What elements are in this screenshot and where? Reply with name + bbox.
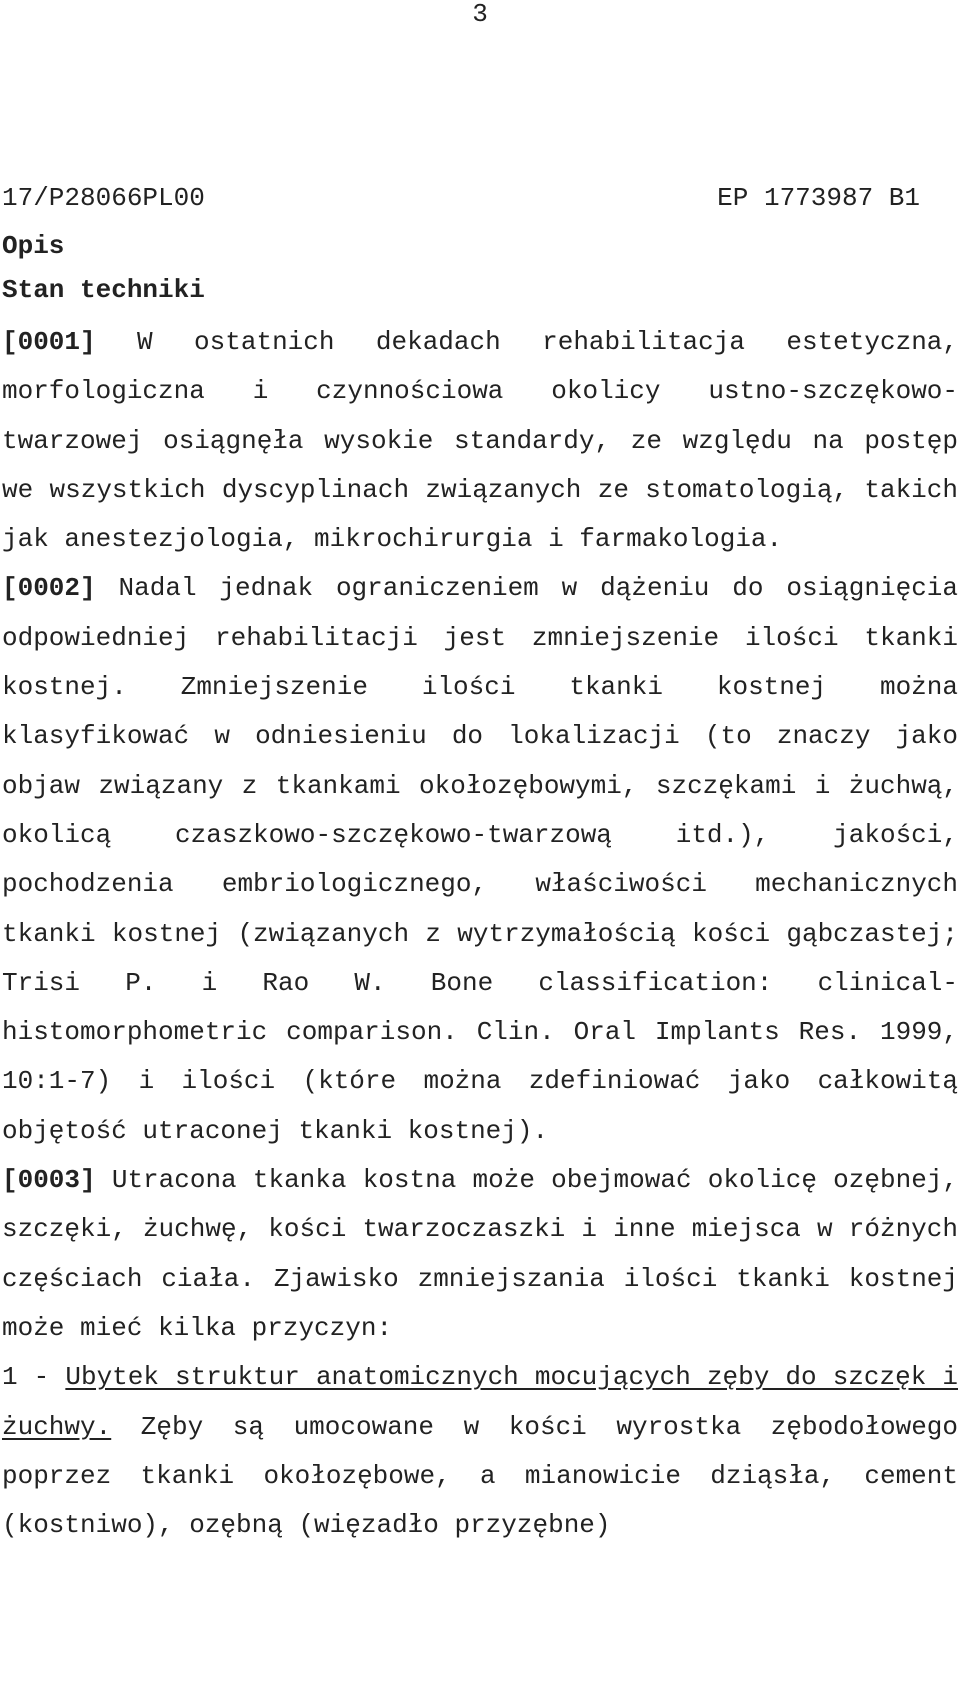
paragraph-number: [0002] xyxy=(2,573,96,604)
paragraph-text: Nadal jednak ograniczeniem w dążeniu do osiągnięcia odpowiedniej rehabilitacji jest zmniejszenie ilości tkanki kostnej. Zmniejszenie ilości tkanki kostnej można klasyfikować w odniesieniu do lokalizacji (to znaczy jako objaw związany z tkankami okołozębowymi, szczękami i żuchwą, okolicą czaszkowo-szczękowo-twarzową itd.), jakości, pochodzenia embriologicznego, właściwości mechanicznych tkanki kostnej (związanych z wytrzymałością kości gąbczastej; Trisi P. i Rao W. Bone classification: clinical-histomorphometric comparison. Clin. Oral Implants Res. 1999, 10:1-7) i ilości (które można zdefiniować jako całkowitą objętość utraconej tkanki kostnej). xyxy=(2,573,959,1146)
page-number: 3 xyxy=(472,0,488,29)
paragraph-0001 xyxy=(2,318,958,564)
section-heading-stan-techniki: Stan techniki xyxy=(2,275,205,305)
paragraph-0003 xyxy=(2,1156,958,1353)
patent-number: EP 1773987 B1 xyxy=(717,183,920,213)
paragraph-text: W ostatnich dekadach rehabilitacja estetyczna, morfologiczna i czynnościowa okolicy ustno-szczękowo-twarzowej osiągnęła wysokie standardy, ze względu na postęp we wszystkich dyscyplinach związanych ze stomatologią, takich jak anestezjologia, mikrochirurgia i farmakologia. xyxy=(2,327,959,555)
paragraph-number: [0003] xyxy=(2,1165,96,1196)
document-reference: 17/P28066PL00 xyxy=(2,183,205,213)
document-body xyxy=(2,183,959,1550)
list-item-title: Ubytek struktur anatomicznych mocujących zęby do szczęk i żuchwy. xyxy=(2,1362,958,1442)
list-item-1 xyxy=(2,1353,958,1550)
paragraph-0002 xyxy=(2,564,958,1156)
section-heading-opis: Opis xyxy=(2,231,65,261)
paragraph-text: Utracona tkanka kostna może obejmować okolicę ozębnej, szczęki, żuchwę, kości twarzoczaszki i inne miejsca w różnych częściach ciała. Zjawisko zmniejszania ilości tkanki kostnej może mieć kilka przyczyn: xyxy=(2,1165,958,1343)
list-item-prefix: 1 - xyxy=(2,1362,66,1393)
document-header xyxy=(2,183,958,213)
paragraph-number: [0001] xyxy=(2,327,96,357)
list-item-text: Zęby są umocowane w kości wyrostka zębodołowego poprzez tkanki okołozębowe, a mianowicie dziąsła, cement (kostniwo), ozębną (więzadło przyzębne) xyxy=(2,1411,958,1541)
